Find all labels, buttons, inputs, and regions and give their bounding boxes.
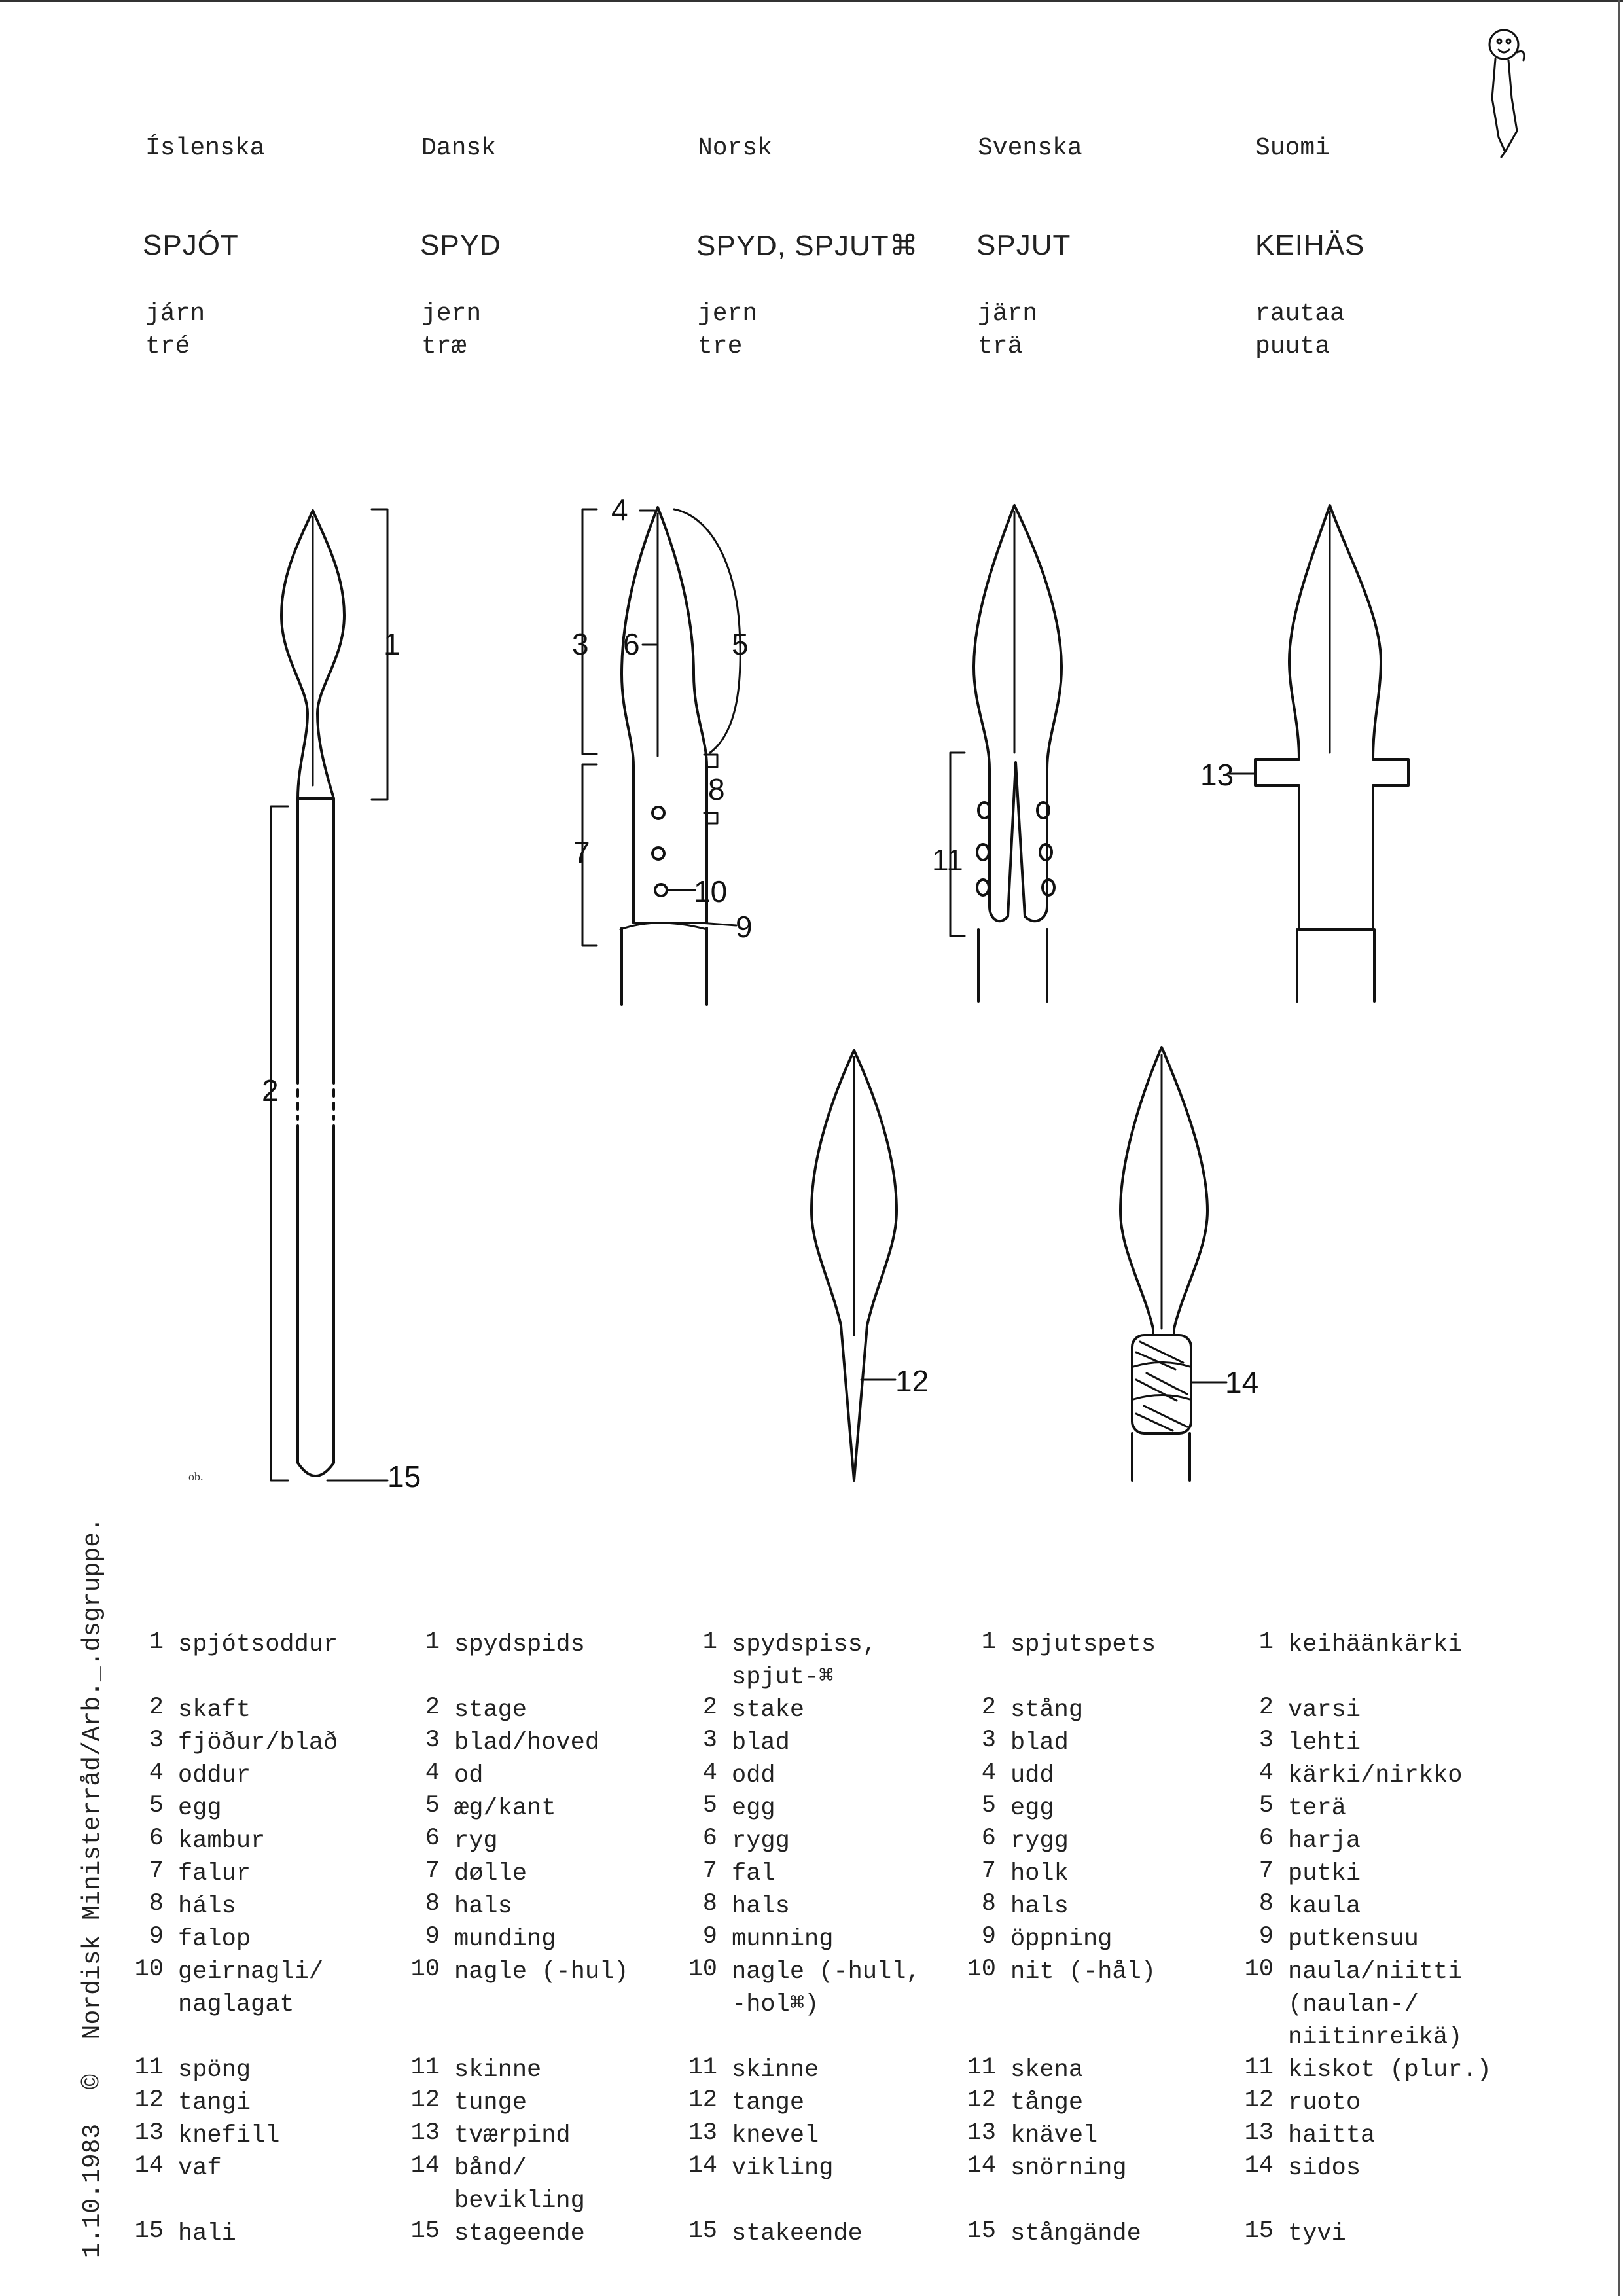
legend-item: 8 háls bbox=[149, 1890, 236, 1920]
material-iron-dansk: jern bbox=[421, 300, 482, 328]
legend-item: 7 holk bbox=[981, 1857, 1069, 1888]
legend-item: 7 dølle bbox=[425, 1857, 527, 1888]
callout-8: 8 bbox=[708, 772, 725, 806]
legend-item: 13 haitta bbox=[1244, 2119, 1376, 2149]
legend-item: 9 falop bbox=[149, 1923, 251, 1953]
callout-4: 4 bbox=[611, 493, 628, 527]
legend-item: 3 lehti bbox=[1258, 1727, 1361, 1757]
legend-item: 2 skaft bbox=[149, 1694, 251, 1724]
legend-item: 4 odd bbox=[702, 1759, 776, 1789]
language-dansk: Dansk bbox=[421, 134, 497, 162]
legend-item: 6 rygg bbox=[702, 1825, 790, 1855]
callout-15: 15 bbox=[387, 1460, 421, 1494]
term-islenska: SPJÓT bbox=[143, 229, 239, 261]
legend-item: 3 blad/hoved bbox=[425, 1727, 600, 1757]
copyright-symbol: © bbox=[79, 2074, 107, 2089]
legend-item: 8 kaula bbox=[1258, 1890, 1361, 1920]
vertical-footer bbox=[79, 1498, 107, 2258]
legend-item: 7 falur bbox=[149, 1857, 251, 1888]
callout-1: 1 bbox=[383, 627, 401, 661]
legend-item: 13 tværpind bbox=[410, 2119, 571, 2149]
mascot-figure bbox=[1489, 30, 1524, 157]
legend-item: 6 rygg bbox=[981, 1825, 1069, 1855]
legend-item: 9 putkensuu bbox=[1258, 1923, 1419, 1953]
legend-item: 12 tånge bbox=[967, 2087, 1084, 2117]
legend-item: 2 stage bbox=[425, 1694, 527, 1724]
spear-full bbox=[271, 509, 387, 1480]
legend-item: 13 knevel bbox=[688, 2119, 819, 2149]
material-wood-dansk: træ bbox=[421, 332, 467, 361]
material-wood-norsk: tre bbox=[698, 332, 743, 361]
legend-item: 9 öppning bbox=[981, 1923, 1113, 1953]
legend-item: 6 ryg bbox=[425, 1825, 498, 1855]
spear-crossbar bbox=[1228, 505, 1408, 1001]
legend-item: 8 hals bbox=[425, 1890, 512, 1920]
legend-item: 14 vikling bbox=[688, 2152, 834, 2182]
legend-item: 1 spjótsoddur bbox=[149, 1628, 338, 1659]
legend-item: 12 tange bbox=[688, 2087, 805, 2117]
legend-item: 5 æg/kant bbox=[425, 1792, 556, 1822]
language-norsk: Norsk bbox=[698, 134, 773, 162]
legend-item: 12 tangi bbox=[134, 2087, 251, 2117]
legend-item: 1 spjutspets bbox=[981, 1628, 1156, 1659]
spear-split-socket bbox=[950, 505, 1061, 1001]
legend-item: 11 spöng bbox=[134, 2054, 251, 2084]
material-wood-islenska: tré bbox=[145, 332, 190, 361]
legend-item: 4 od bbox=[425, 1759, 484, 1789]
legend-item: 1 keihäänkärki bbox=[1258, 1628, 1463, 1659]
legend-item: 5 egg bbox=[149, 1792, 222, 1822]
legend-item: 11 skinne bbox=[410, 2054, 542, 2084]
legend-item: 14 vaf bbox=[134, 2152, 222, 2182]
legend-item: 3 blad bbox=[702, 1727, 790, 1757]
legend-item: 10 nagle (-hull, -hol⌘) bbox=[688, 1956, 921, 2018]
legend-item: 3 fjöður/blað bbox=[149, 1727, 338, 1757]
callout-5: 5 bbox=[732, 627, 749, 661]
material-iron-norsk: jern bbox=[698, 300, 758, 328]
callout-7: 7 bbox=[573, 835, 590, 869]
material-wood-svenska: trä bbox=[978, 332, 1023, 361]
footer-publisher: Nordisk Ministerråd/Arb._.dsgruppe. bbox=[79, 1517, 107, 2040]
legend-item: 7 putki bbox=[1258, 1857, 1361, 1888]
legend-item: 4 udd bbox=[981, 1759, 1054, 1789]
legend-item: 9 munning bbox=[702, 1923, 834, 1953]
legend-item: 15 tyvi bbox=[1244, 2217, 1346, 2248]
legend-item: 4 oddur bbox=[149, 1759, 251, 1789]
legend-item: 2 varsi bbox=[1258, 1694, 1361, 1724]
legend-item: 7 fal bbox=[702, 1857, 776, 1888]
spear-tanged bbox=[812, 1050, 897, 1480]
legend-item: 8 hals bbox=[981, 1890, 1069, 1920]
spear-socketed bbox=[582, 507, 740, 1005]
legend-item: 10 naula/niitti (naulan-/ niitinreikä) bbox=[1244, 1956, 1463, 2051]
material-iron-islenska: járn bbox=[145, 300, 205, 328]
material-wood-suomi: puuta bbox=[1255, 332, 1330, 361]
legend-item: 11 kiskot (plur.) bbox=[1244, 2054, 1491, 2084]
legend-item: 15 hali bbox=[134, 2217, 236, 2248]
callout-2: 2 bbox=[262, 1073, 279, 1107]
legend-item: 10 nit (-hål) bbox=[967, 1956, 1156, 1986]
legend-item: 1 spydspids bbox=[425, 1628, 585, 1659]
legend-item: 3 blad bbox=[981, 1727, 1069, 1757]
term-svenska: SPJUT bbox=[976, 229, 1071, 261]
legend-item: 12 ruoto bbox=[1244, 2087, 1361, 2117]
artist-initials: ob. bbox=[188, 1470, 204, 1483]
legend-item: 6 kambur bbox=[149, 1825, 266, 1855]
legend-item: 15 stångände bbox=[967, 2217, 1141, 2248]
callout-14: 14 bbox=[1225, 1365, 1259, 1399]
legend-item: 10 geirnagli/ naglagat bbox=[134, 1956, 324, 2018]
term-dansk: SPYD bbox=[420, 229, 501, 261]
material-iron-svenska: järn bbox=[978, 300, 1038, 328]
legend-item: 5 egg bbox=[702, 1792, 776, 1822]
term-suomi: KEIHÄS bbox=[1255, 229, 1365, 261]
footer-date: 1.10.1983 bbox=[79, 2123, 107, 2258]
legend-item: 8 hals bbox=[702, 1890, 790, 1920]
callout-6: 6 bbox=[623, 627, 640, 661]
legend-item: 15 stakeende bbox=[688, 2217, 863, 2248]
legend-item: 11 skena bbox=[967, 2054, 1084, 2084]
spear-bound bbox=[1120, 1047, 1226, 1480]
callout-9: 9 bbox=[736, 910, 753, 944]
callout-11: 11 bbox=[932, 843, 963, 877]
legend-item: 14 bånd/ bevikling bbox=[410, 2152, 585, 2215]
callout-10: 10 bbox=[694, 874, 728, 908]
language-suomi: Suomi bbox=[1255, 134, 1330, 162]
legend-item: 12 tunge bbox=[410, 2087, 527, 2117]
legend-item: 11 skinne bbox=[688, 2054, 819, 2084]
legend-item: 14 snörning bbox=[967, 2152, 1127, 2182]
callout-12: 12 bbox=[895, 1364, 929, 1398]
legend-item: 5 egg bbox=[981, 1792, 1054, 1822]
legend-item: 9 munding bbox=[425, 1923, 556, 1953]
legend-item: 13 knefill bbox=[134, 2119, 280, 2149]
callout-3: 3 bbox=[572, 627, 589, 661]
language-islenska: Íslenska bbox=[145, 134, 265, 162]
legend-item: 6 harja bbox=[1258, 1825, 1361, 1855]
legend-item: 4 kärki/nirkko bbox=[1258, 1759, 1463, 1789]
legend-item: 10 nagle (-hul) bbox=[410, 1956, 629, 1986]
callout-13: 13 bbox=[1200, 758, 1234, 792]
legend-item: 2 stång bbox=[981, 1694, 1084, 1724]
legend-item: 14 sidos bbox=[1244, 2152, 1361, 2182]
legend-item: 5 terä bbox=[1258, 1792, 1346, 1822]
legend-item: 13 knävel bbox=[967, 2119, 1098, 2149]
term-norsk: SPYD, SPJUT⌘ bbox=[696, 230, 919, 262]
language-svenska: Svenska bbox=[978, 134, 1082, 162]
legend-item: 15 stageende bbox=[410, 2217, 585, 2248]
legend-item: 1 spydspiss, spjut-⌘ bbox=[702, 1628, 878, 1691]
material-iron-suomi: rautaa bbox=[1255, 300, 1345, 328]
legend-item: 2 stake bbox=[702, 1694, 805, 1724]
